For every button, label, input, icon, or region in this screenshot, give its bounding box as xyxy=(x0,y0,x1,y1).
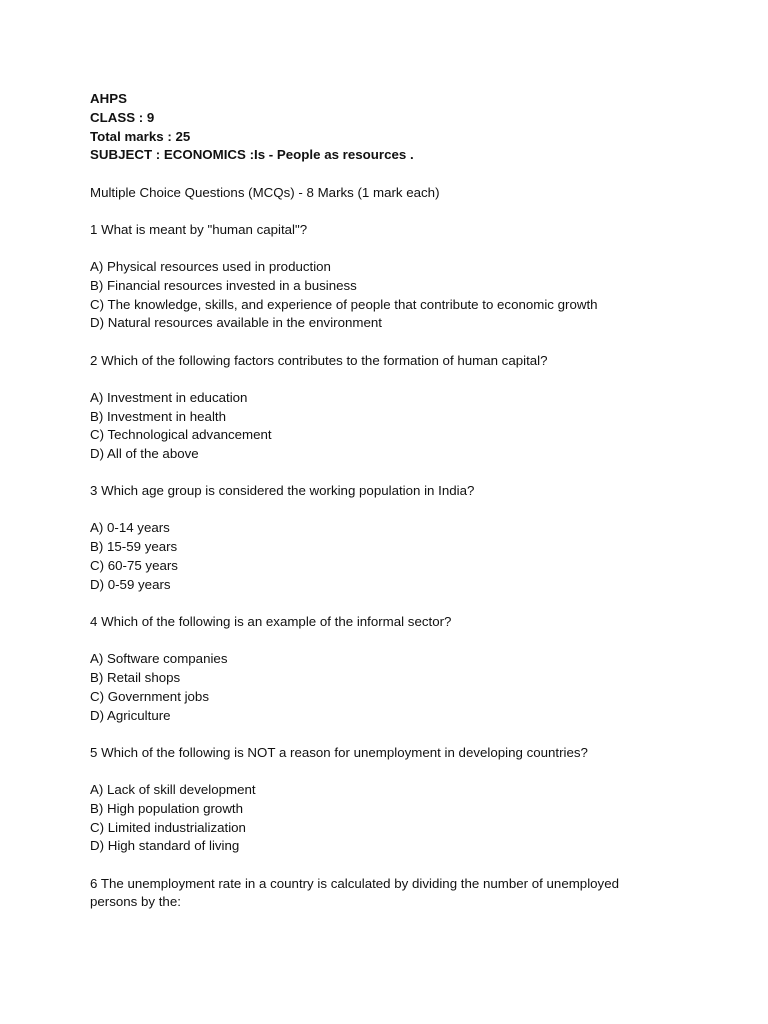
spacer xyxy=(90,202,690,220)
spacer xyxy=(90,725,690,743)
option-item: D) High standard of living xyxy=(90,838,240,854)
option-item: A) Investment in education xyxy=(90,389,248,405)
spacer xyxy=(90,370,690,388)
question-text: 5 Which of the following is NOT a reason for unemployment in developing countries? xyxy=(90,744,588,760)
option-item: C) Technological advancement xyxy=(90,427,272,443)
option-item: B) Investment in health xyxy=(90,408,226,424)
option-item: C) Limited industrialization xyxy=(90,819,246,835)
total-marks: Total marks : 25 xyxy=(90,128,191,144)
spacer xyxy=(90,632,690,650)
option-item: B) 15-59 years xyxy=(90,539,178,555)
spacer xyxy=(90,240,690,258)
spacer xyxy=(90,333,690,351)
option-item: B) High population growth xyxy=(90,800,244,816)
spacer xyxy=(90,501,690,519)
question-text: 6 The unemployment rate in a country is calculated by dividing the number of unemployed persons by the: xyxy=(90,875,619,910)
spacer xyxy=(90,763,690,781)
spacer xyxy=(90,165,690,183)
option-item: D) Agriculture xyxy=(90,707,171,723)
option-item: A) Lack of skill development xyxy=(90,782,256,798)
question-text: 3 Which age group is considered the working population in India? xyxy=(90,483,475,499)
subject-title: SUBJECT : ECONOMICS :Is - People as resources . xyxy=(90,147,414,163)
option-item: D) 0-59 years xyxy=(90,576,171,592)
option-item: B) Financial resources invested in a business xyxy=(90,277,357,293)
school-name: AHPS xyxy=(90,91,127,106)
option-item: C) 60-75 years xyxy=(90,558,178,574)
spacer xyxy=(90,464,690,482)
spacer xyxy=(90,856,690,874)
class-label: CLASS : 9 xyxy=(90,109,155,125)
question-text: 1 What is meant by "human capital"? xyxy=(90,221,308,237)
option-item: A) 0-14 years xyxy=(90,520,170,536)
option-item: A) Software companies xyxy=(90,651,228,667)
question-text: 2 Which of the following factors contributes to the formation of human capital? xyxy=(90,352,548,368)
option-item: C) The knowledge, skills, and experience of people that contribute to economic growth xyxy=(90,296,598,312)
option-item: D) Natural resources available in the environment xyxy=(90,315,382,331)
option-item: C) Government jobs xyxy=(90,688,209,704)
question-text: 4 Which of the following is an example of the informal sector? xyxy=(90,614,452,630)
spacer xyxy=(90,595,690,613)
section-title: Multiple Choice Questions (MCQs) - 8 Marks (1 mark each) xyxy=(90,184,440,200)
option-item: D) All of the above xyxy=(90,446,199,462)
option-item: B) Retail shops xyxy=(90,670,181,686)
option-item: A) Physical resources used in production xyxy=(90,258,331,274)
document-body xyxy=(90,90,690,912)
